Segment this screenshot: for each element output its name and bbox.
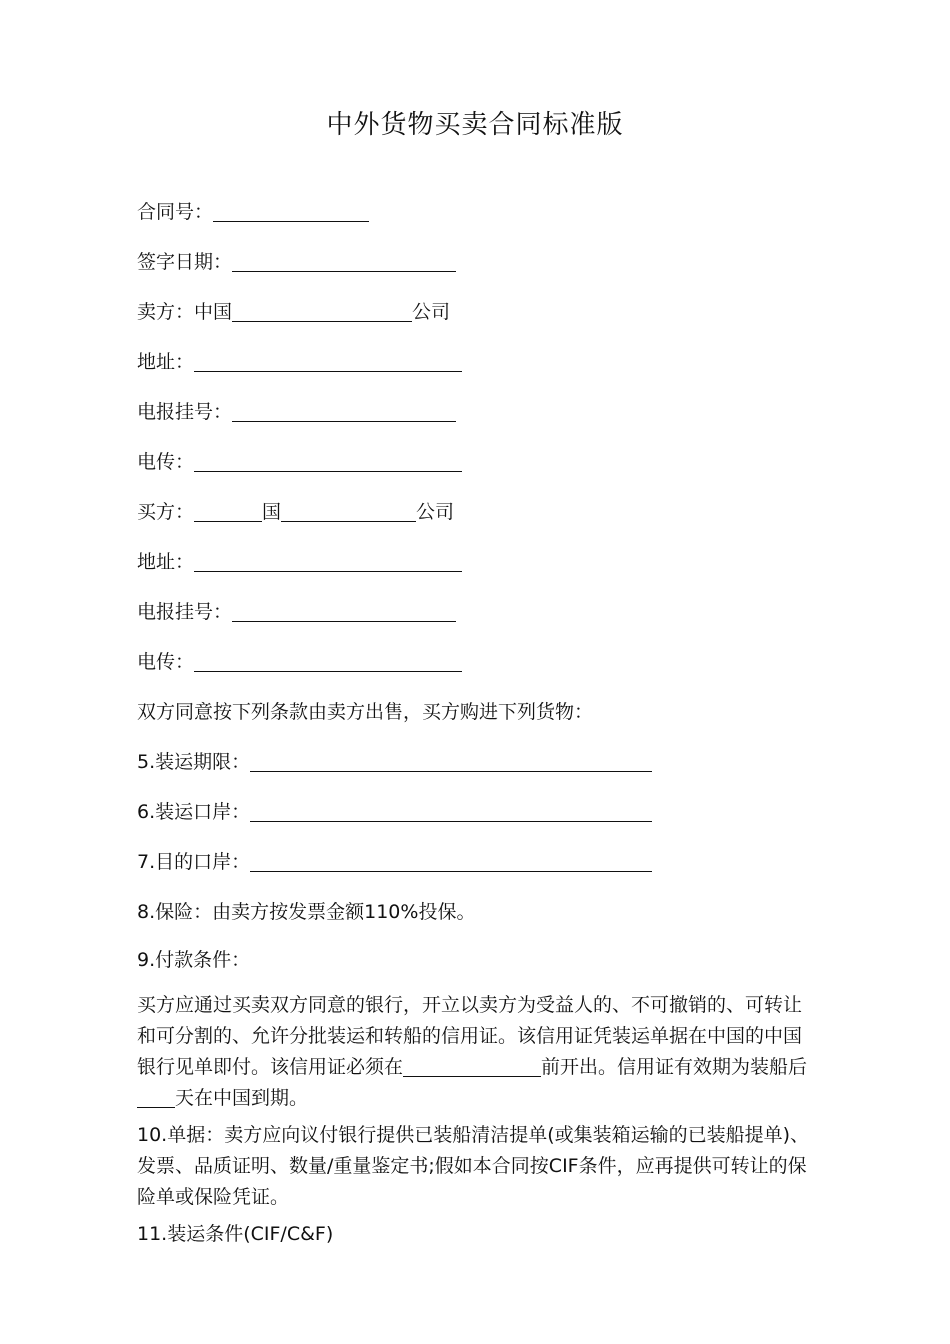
seller-telex-row	[137, 448, 462, 476]
seller-company-blank[interactable]	[232, 301, 412, 322]
buyer-country-blank[interactable]	[194, 501, 262, 522]
lc-open-date-blank-cont[interactable]	[523, 1056, 541, 1077]
seller-cable-row	[137, 398, 456, 426]
seller-cable-blank[interactable]	[232, 401, 456, 422]
seller-telex-blank[interactable]	[194, 451, 462, 472]
lc-validity-days-blank[interactable]	[137, 1087, 175, 1108]
seller-address-blank[interactable]	[194, 351, 462, 372]
buyer-address-row	[137, 548, 462, 576]
contract-no-label: 合同号：	[137, 201, 214, 223]
payment-terms-paragraph	[137, 990, 817, 1114]
contract-no-row	[137, 198, 369, 226]
buyer-company-suffix: 公司	[416, 501, 455, 523]
seller-address-label: 地址：	[137, 351, 195, 373]
seller-cable-label: 电报挂号：	[137, 401, 233, 423]
loading-port-blank[interactable]	[250, 801, 652, 822]
buyer-cable-row	[137, 598, 456, 626]
sign-date-row	[137, 248, 456, 276]
item5-label: 5.装运期限：	[137, 751, 251, 773]
contract-no-blank[interactable]	[213, 201, 369, 222]
buyer-telex-row	[137, 648, 462, 676]
sign-date-blank[interactable]	[232, 251, 456, 272]
buyer-address-blank[interactable]	[194, 551, 462, 572]
buyer-label: 买方：	[137, 501, 195, 523]
item5-row	[137, 748, 652, 776]
sign-date-label: 签字日期：	[137, 251, 233, 273]
buyer-cable-blank[interactable]	[232, 601, 456, 622]
payment-text-1: 买方应通过买卖双方同意的银行，开立以卖方为受益人的、不可撤销的、可转让和可分割的、允许分批装运和转船的信用证。该信用证凭装运单据在中国的中国银行见单即付。该信用证必须在	[137, 994, 803, 1078]
item8-text: 8.保险：由卖方按发票金额110%投保。	[137, 901, 476, 923]
buyer-company-blank[interactable]	[281, 501, 416, 522]
item9-label: 9.付款条件：	[137, 949, 251, 971]
seller-row	[137, 298, 450, 326]
item11-text: 11.装运条件(CIF/C&F)	[137, 1223, 334, 1245]
item6-label: 6.装运口岸：	[137, 801, 251, 823]
shipment-period-blank[interactable]	[250, 751, 652, 772]
lc-open-date-blank[interactable]	[403, 1056, 523, 1077]
payment-text-3: 天在中国到期。	[175, 1087, 309, 1109]
item6-row	[137, 798, 652, 826]
payment-text-2: 前开出。信用证有效期为装船后	[541, 1056, 808, 1078]
item7-label: 7.目的口岸：	[137, 851, 251, 873]
buyer-telex-blank[interactable]	[194, 651, 462, 672]
document-title: 中外货物买卖合同标准版	[326, 110, 624, 140]
buyer-address-label: 地址：	[137, 551, 195, 573]
buyer-cable-label: 电报挂号：	[137, 601, 233, 623]
buyer-telex-label: 电传：	[137, 651, 195, 673]
seller-telex-label: 电传：	[137, 451, 195, 473]
agreement-text: 双方同意按下列条款由卖方出售，买方购进下列货物：	[137, 701, 594, 723]
documents-paragraph: 10.单据：卖方应向议付银行提供已装船清洁提单(或集装箱运输的已装船提单)、发票、品质证明、数量/重量鉴定书;假如本合同按CIF条件，应再提供可转让的保险单或保险凭证。	[137, 1124, 810, 1208]
seller-company-suffix: 公司	[412, 301, 451, 323]
seller-address-row	[137, 348, 462, 376]
buyer-country-char: 国	[262, 501, 282, 523]
seller-label: 卖方：中国	[137, 301, 233, 323]
buyer-row	[137, 498, 454, 526]
item7-row	[137, 848, 652, 876]
destination-port-blank[interactable]	[250, 851, 652, 872]
